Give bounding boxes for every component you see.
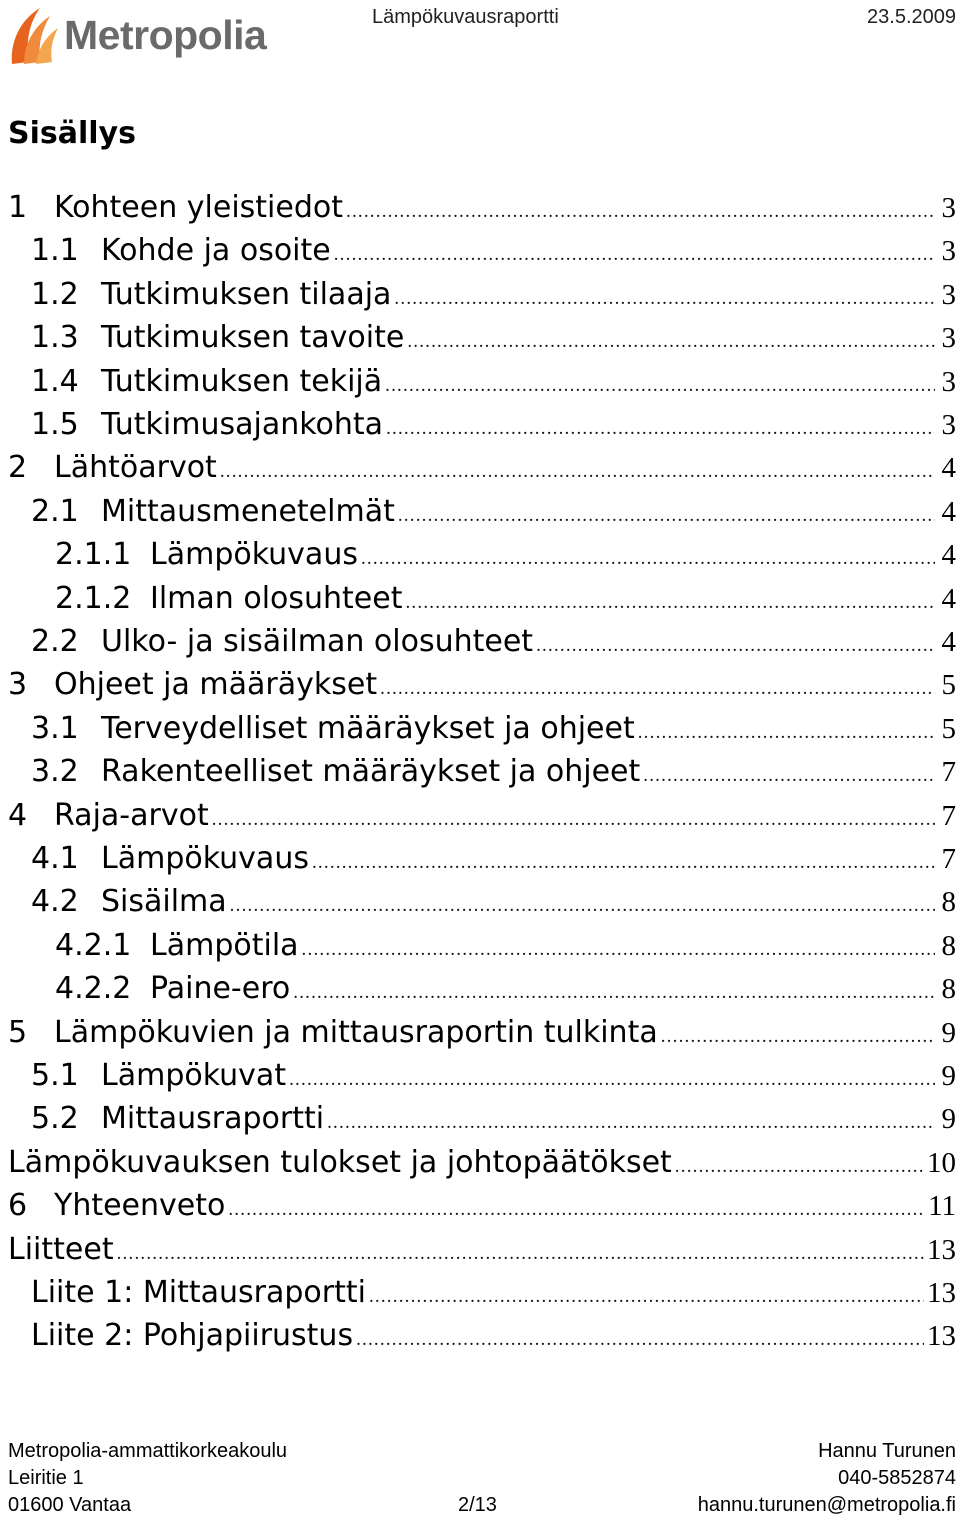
toc-leader-dots (228, 1188, 925, 1231)
toc-leader-dots (302, 928, 935, 971)
toc-entry-page: 8 (941, 886, 956, 919)
footer-contact (698, 1438, 956, 1519)
toc-entry-page: 3 (941, 192, 956, 224)
toc-entry-number: 4.2 (31, 884, 79, 920)
toc-entry[interactable] (0, 620, 956, 663)
toc-entry-page: 13 (927, 1277, 956, 1309)
toc-entry-number: 4.1 (31, 841, 79, 876)
metropolia-logo (6, 2, 296, 66)
footer-street: Leiritie 1 (8, 1467, 84, 1489)
toc-entry[interactable] (0, 1271, 956, 1314)
toc-entry-page: 7 (941, 799, 956, 832)
toc-entry-number: 2.1.1 (55, 537, 132, 573)
toc-entry-page: 9 (941, 1016, 956, 1049)
toc-entry-label: Liite 2: Pohjapiirustus (31, 1318, 354, 1354)
toc-entry-number: 2.2 (31, 624, 79, 659)
page-footer (0, 1438, 960, 1525)
toc-entry-number: 6 (8, 1188, 28, 1224)
toc-entry-label: Ulko- ja sisäilman olosuhteet (101, 624, 534, 659)
toc-entry-label: Lämpökuvien ja mittausraportin tulkinta (54, 1014, 658, 1050)
toc-entry-number: 1.5 (31, 407, 79, 442)
footer-page-number: 2/13 (458, 1494, 497, 1516)
toc-entry-page: 13 (927, 1320, 956, 1353)
toc-entry-number: 3.1 (31, 710, 79, 746)
toc-entry-label: Lämpökuvaus (150, 537, 358, 573)
toc-entry-label: Raja-arvot (54, 797, 209, 833)
document-date: 23.5.2009 (867, 6, 956, 28)
toc-entry-label: Mittausmenetelmät (101, 493, 395, 529)
toc-entry-number: 1.4 (31, 363, 79, 399)
toc-entry-label: Lämpökuvauksen tulokset ja johtopäätökset (8, 1144, 672, 1180)
toc-entry-label: Tutkimusajankohta (101, 407, 384, 442)
toc-entry-label: Rakenteelliset määräykset ja ohjeet (101, 754, 641, 790)
toc-leader-dots (293, 971, 935, 1014)
toc-entry[interactable] (0, 794, 956, 837)
toc-entry-number: 2.1 (31, 493, 79, 529)
toc-leader-dots (675, 1145, 924, 1188)
toc-entry-page: 4 (941, 539, 956, 572)
toc-entry-label: Tutkimuksen tilaaja (101, 276, 392, 312)
toc-entry[interactable] (0, 1097, 956, 1140)
toc-entry-label: Liitteet (8, 1231, 114, 1267)
toc-leader-dots (386, 407, 935, 450)
toc-entry-number: 5.1 (31, 1058, 79, 1093)
toc-entry-page: 4 (941, 495, 956, 528)
toc-entry[interactable] (0, 490, 956, 533)
toc-entry-label: Lämpötila (150, 927, 299, 963)
toc-entry[interactable] (0, 1314, 956, 1357)
toc-entry-page: 9 (941, 1060, 956, 1092)
toc-entry[interactable] (0, 707, 956, 750)
toc-leader-dots (356, 1318, 924, 1361)
toc-entry-number: 1.2 (31, 276, 79, 312)
toc-entry[interactable] (0, 837, 956, 880)
toc-leader-dots (407, 320, 935, 363)
toc-leader-dots (230, 884, 935, 927)
toc-entry-number: 5.2 (31, 1101, 79, 1137)
toc-entry[interactable] (0, 750, 956, 793)
toc-entry[interactable] (0, 229, 956, 272)
toc-entry[interactable] (0, 924, 956, 967)
footer-phone: 040-5852874 (838, 1467, 956, 1489)
toc-entry-label: Ohjeet ja määräykset (54, 667, 378, 703)
toc-entry-page: 11 (928, 1190, 956, 1223)
toc-leader-dots (212, 798, 935, 841)
toc-entry[interactable] (0, 316, 956, 359)
toc-entry-label: Tutkimuksen tekijä (101, 363, 383, 399)
toc-entry-number: 4 (8, 797, 28, 833)
logo-wordmark: Metropolia (64, 12, 267, 58)
toc-entry[interactable] (0, 1054, 956, 1097)
toc-entry-page: 8 (941, 929, 956, 962)
toc-entry[interactable] (0, 403, 956, 446)
toc-leader-dots (117, 1232, 924, 1275)
toc-entry-number: 1.1 (31, 233, 79, 269)
toc-entry-label: Ilman olosuhteet (150, 580, 403, 616)
footer-city: 01600 Vantaa (8, 1494, 132, 1516)
toc-entry-label: Lämpökuvat (101, 1058, 287, 1093)
toc-entry-page: 4 (941, 582, 956, 615)
toc-entry-label: Liite 1: Mittausraportti (31, 1275, 366, 1310)
footer-email: hannu.turunen@metropolia.fi (697, 1494, 956, 1516)
toc-entry-number: 2.1.2 (55, 580, 132, 616)
toc-entry-label: Kohde ja osoite (101, 233, 331, 269)
toc-leader-dots (369, 1275, 924, 1318)
toc-leader-dots (361, 537, 935, 580)
footer-author: Hannu Turunen (818, 1440, 956, 1462)
toc-entry-page: 3 (941, 409, 956, 441)
footer-address (8, 1438, 287, 1519)
toc-entry-label: Lämpökuvaus (101, 841, 309, 876)
toc-leader-dots (346, 190, 935, 233)
toc-entry-label: Terveydelliset määräykset ja ohjeet (101, 710, 635, 746)
toc-heading: Sisällys (8, 116, 136, 151)
toc-entry[interactable] (0, 880, 956, 923)
toc-entry-page: 3 (941, 365, 956, 398)
toc-leader-dots (643, 754, 935, 797)
toc-entry[interactable] (0, 1228, 956, 1271)
toc-entry[interactable] (0, 186, 956, 229)
toc-entry-label: Kohteen yleistiedot (54, 190, 343, 225)
toc-leader-dots (405, 581, 935, 624)
toc-entry-number: 4.2.2 (55, 971, 132, 1007)
toc-entry[interactable] (0, 1141, 956, 1184)
toc-entry-label: Tutkimuksen tavoite (101, 320, 405, 356)
document-title: Lämpökuvausraportti (372, 6, 559, 28)
toc-entry-page: 7 (941, 843, 956, 875)
toc-entry-page: 5 (941, 669, 956, 702)
logo-mark-icon (6, 2, 66, 66)
toc-leader-dots (385, 364, 935, 407)
footer-organization: Metropolia-ammattikorkeakoulu (8, 1440, 288, 1462)
toc-entry-label: Mittausraportti (101, 1101, 325, 1137)
toc-leader-dots (220, 450, 935, 493)
toc-leader-dots (536, 624, 935, 667)
toc-entry-number: 4.2.1 (55, 927, 132, 963)
toc-entry-number: 2 (8, 450, 28, 486)
toc-entry-number: 3 (8, 667, 28, 703)
toc-entry-label: Paine-ero (150, 971, 291, 1007)
toc-entry[interactable] (0, 360, 956, 403)
toc-entry[interactable] (0, 273, 956, 316)
toc-leader-dots (394, 277, 935, 320)
toc-entry-number: 1.3 (31, 320, 79, 356)
toc-entry-page: 5 (941, 712, 956, 745)
toc-entry-page: 9 (941, 1103, 956, 1136)
toc-leader-dots (312, 841, 935, 884)
toc-leader-dots (289, 1058, 935, 1101)
toc-leader-dots (638, 711, 935, 754)
toc-leader-dots (334, 233, 935, 276)
toc-entry-page: 10 (927, 1146, 956, 1179)
toc-leader-dots (380, 667, 935, 710)
toc-entry[interactable] (0, 446, 956, 489)
toc-entry-number: 3.2 (31, 754, 79, 790)
toc-entry-page: 3 (941, 278, 956, 311)
toc-entry-label: Sisäilma (101, 884, 227, 920)
toc-entry[interactable] (0, 1184, 956, 1227)
toc-leader-dots (661, 1015, 935, 1058)
toc-entry-page: 3 (941, 235, 956, 268)
toc-entry-page: 8 (941, 973, 956, 1006)
toc-entry-label: Lähtöarvot (54, 450, 217, 486)
toc-entry-page: 3 (941, 322, 956, 355)
toc-entry[interactable] (0, 577, 956, 620)
toc-entry-page: 7 (941, 756, 956, 789)
toc-leader-dots (327, 1101, 935, 1144)
toc-entry-page: 13 (927, 1233, 956, 1266)
toc-entry-number: 5 (8, 1014, 28, 1050)
toc-entry-page: 4 (941, 452, 956, 485)
toc-entry-page: 4 (941, 626, 956, 658)
toc-leader-dots (398, 494, 935, 537)
toc-entry-number: 1 (8, 190, 28, 225)
toc-entry[interactable] (0, 967, 956, 1010)
toc-entry-label: Yhteenveto (54, 1188, 226, 1224)
toc-entry[interactable] (0, 1011, 956, 1054)
page-header (0, 0, 960, 70)
toc-entry[interactable] (0, 533, 956, 576)
toc-entry[interactable] (0, 663, 956, 706)
